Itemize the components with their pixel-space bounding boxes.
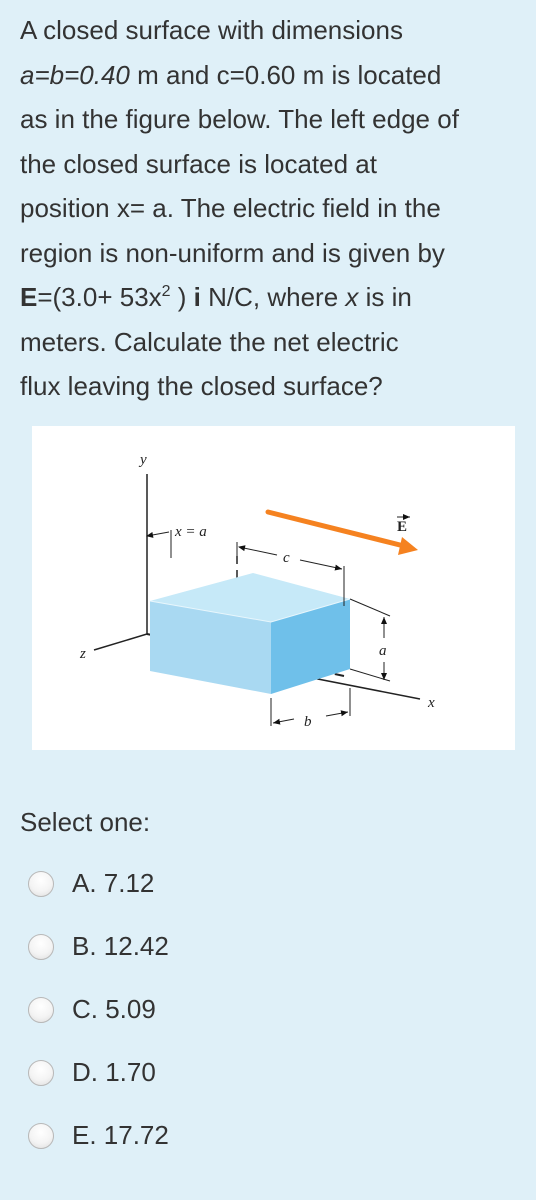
radio-button[interactable] — [28, 934, 54, 960]
option-label: C. 5.09 — [72, 994, 156, 1024]
x-eq-a-arrow — [147, 532, 169, 536]
closed-surface-figure — [32, 426, 515, 750]
option-a[interactable] — [28, 852, 328, 915]
question-line-7 — [20, 275, 530, 320]
field-units-end: is in — [358, 282, 412, 312]
option-label: A. 7.12 — [72, 868, 155, 898]
c-label: c — [283, 550, 290, 566]
x-axis-label: x — [428, 695, 435, 711]
radio-button[interactable] — [28, 1060, 54, 1086]
a-top-ext — [350, 599, 390, 616]
field-expression: =(3.0+ 53x — [37, 282, 162, 312]
question-text — [20, 8, 530, 409]
question-line-1: A closed surface with dimensions — [20, 15, 403, 45]
question-line-2-rest: m and c=0.60 m is located — [129, 59, 442, 90]
electric-field-arrow — [268, 512, 404, 546]
option-e[interactable] — [28, 1104, 328, 1167]
y-axis-label: y — [140, 452, 147, 468]
question-line-5-post: . The electric field in the — [166, 193, 441, 223]
option-label: B. 12.42 — [72, 931, 169, 961]
answer-options — [28, 852, 328, 1167]
option-b[interactable] — [28, 915, 328, 978]
dimension-equation: a=b=0.40 — [20, 59, 130, 90]
electric-field-arrowhead — [398, 537, 418, 555]
option-label: D. 1.70 — [72, 1057, 156, 1087]
field-units: N/C, where — [200, 282, 346, 312]
option-label: E. 17.72 — [72, 1120, 169, 1150]
question-line-2 — [20, 53, 530, 98]
question-line-9: flux leaving the closed surface? — [20, 371, 383, 401]
field-label: E — [397, 519, 408, 535]
radio-button[interactable] — [28, 1123, 54, 1149]
c-left-arrow — [239, 547, 277, 555]
option-c[interactable] — [28, 978, 328, 1041]
position-equation: x= a — [116, 193, 167, 223]
field-expression-close: ) — [170, 282, 194, 312]
question-line-5-pre: position — [20, 193, 117, 223]
x-variable: x — [345, 282, 359, 312]
select-one-label: Select one: — [20, 807, 151, 837]
unit-vector-i: i — [193, 282, 201, 312]
question-line-5 — [20, 186, 530, 231]
question-line-8: meters. Calculate the net electric — [20, 326, 399, 357]
radio-button[interactable] — [28, 871, 54, 897]
c-right-arrow — [300, 560, 342, 569]
exponent: 2 — [161, 283, 171, 300]
question-line-4: the closed surface is located at — [20, 148, 377, 179]
b-label: b — [304, 714, 312, 730]
z-axis — [94, 634, 147, 650]
z-axis-label: z — [80, 646, 86, 662]
b-left-arrow — [273, 719, 294, 723]
option-d[interactable] — [28, 1041, 328, 1104]
question-line-3: as in the figure below. The left edge of — [20, 104, 459, 134]
b-right-arrow — [326, 712, 348, 716]
field-symbol: E — [20, 282, 38, 312]
question-line-6: region is non-uniform and is given by — [20, 237, 445, 268]
a-label: a — [379, 643, 387, 659]
x-eq-a-label: x = a — [175, 524, 207, 540]
figure-svg — [32, 426, 515, 750]
radio-button[interactable] — [28, 997, 54, 1023]
